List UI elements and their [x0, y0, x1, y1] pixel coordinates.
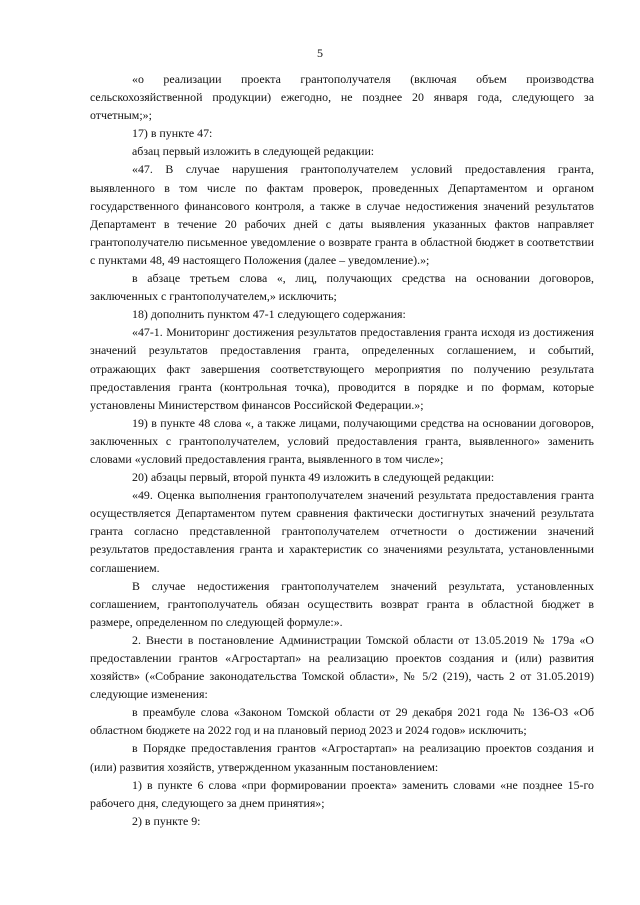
paragraph: «о реализации проекта грантополучателя (включая объем производства сельскохозяйственной продукции) ежегодно, не позднее 20 января года, следующего за отчетным;»; [90, 72, 594, 123]
paragraph: «49. Оценка выполнения грантополучателем значений результата предоставления гранта осуществляется Департаментом путем сравнения фактически достигнутых значений результата гранта согласно представленной грантополучателем отчетности о достижении значений результатов предоставления гранта и характеристик со значениями результата, установленными соглашением. [90, 488, 594, 575]
paragraph: абзац первый изложить в следующей редакции: [132, 144, 375, 159]
paragraph: в преамбуле слова «Законом Томской области от 29 декабря 2021 года № 136-ОЗ «Об областном бюджете на 2022 год и на плановый период 2023 и 2024 годов» исключить; [90, 705, 594, 738]
paragraph: 17) в пункте 47: [132, 126, 213, 141]
paragraph: «47-1. Мониторинг достижения результатов предоставления гранта исходя из достижения значений результатов предоставления гранта, определенных соглашением, и событий, отражающих факт завершения соответствующего мероприятия по получению результата предоставления гранта (контрольная точка), проводится в порядке и по формам, которые установлены Министерством финансов Российской Федерации.»; [90, 325, 594, 412]
paragraph: 2) в пункте 9: [132, 813, 201, 828]
paragraph: В случае недостижения грантополучателем значений результата, установленных соглашением, грантополучатель обязан осуществить возврат гранта в областной бюджет в размере, определенном по следующей формуле:». [90, 578, 594, 629]
paragraph: в Порядке предоставления грантов «Агростартап» на реализацию проектов создания и (или) развития хозяйств, утвержденном указанным постановлением: [90, 741, 594, 774]
paragraph: 1) в пункте 6 слова «при формировании проекта» заменить словами «не позднее 15-го рабочего дня, следующего за днем принятия»; [90, 777, 594, 810]
paragraph: в абзаце третьем слова «, лиц, получающих средства на основании договоров, заключенных с грантополучателем,» исключить; [90, 271, 594, 304]
paragraph: 18) дополнить пунктом 47-1 следующего содержания: [132, 307, 406, 322]
paragraph: «47. В случае нарушения грантополучателем условий предоставления гранта, выявленного в том числе по фактам проверок, проведенных Департаментом и органом государственного финансового контроля, а также в случае недостижения значений результатов Департамент в течение 20 рабочих дней с даты выявления указанных фактов направляет грантополучателю письменное уведомление о возврате гранта в областной бюджет в соответствии с пунктами 48, 49 настоящего Положения (далее – уведомление).»; [90, 162, 594, 267]
paragraph: 20) абзацы первый, второй пункта 49 изложить в следующей редакции: [132, 470, 495, 485]
page-number: 5 [317, 46, 323, 60]
document-body [90, 70, 594, 830]
paragraph: 2. Внести в постановление Администрации Томской области от 13.05.2019 № 179а «О предоставлении грантов «Агростартап» на реализацию проектов создания и (или) развития хозяйств» («Собрание законодательства Томской области», № 5/2 (219), часть 2 от 31.05.2019) следующие изменения: [90, 632, 594, 702]
paragraph: 19) в пункте 48 слова «, а также лицами, получающими средства на основании договоров, заключенных с грантополучателем, условий предоставления гранта, выявленного» заменить словами «условий предоставления гранта, выявленного в том числе»; [90, 415, 594, 466]
